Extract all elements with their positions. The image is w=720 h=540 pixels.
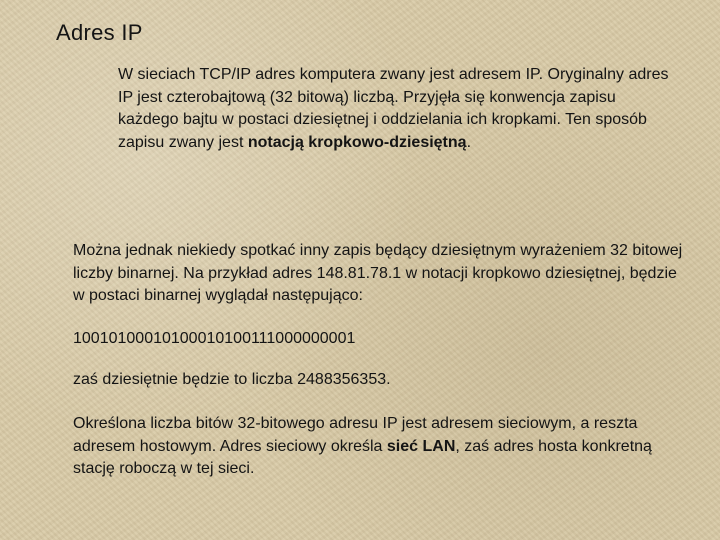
network-paragraph xyxy=(73,413,683,481)
network-text-end: , zaś adres hosta konkretną stację roboczą w tej sieci. xyxy=(73,437,652,477)
binary-value: 10010100010100010100111000000001 xyxy=(73,330,356,347)
network-bold-term: sieć LAN xyxy=(386,437,456,455)
binary-intro-paragraph: Można jednak niekiedy spotkać inny zapis będący dziesiętnym wyrażeniem 32 bitowej liczby binarnej. Na przykład adres 148.81.78.1 w notacji kropkowo dziesiętnej, będzie w postaci binarnej wyglądał następująco: xyxy=(73,242,683,304)
intro-text-end: . xyxy=(466,133,472,151)
slide-title: Adres IP xyxy=(56,20,143,45)
intro-text: W sieciach TCP/IP adres komputera zwany jest adresem IP. Oryginalny adres IP jest czterobajtową (32 bitową) liczbą. Przyjęła się konwencja zapisu każdego bajtu w postaci dziesiętnej i oddzielania ich kropkami. Ten sposób zapisu zwany jest xyxy=(118,66,669,151)
intro-bold-term: notacją kropkowo-dziesiętną xyxy=(247,133,467,151)
decimal-line: zaś dziesiętnie będzie to liczba 2488356353. xyxy=(73,371,391,388)
intro-paragraph xyxy=(118,64,678,154)
network-text: Określona liczba bitów 32-bitowego adresu IP jest adresem sieciowym, a reszta adresem hostowym. Adres sieciowy określa xyxy=(73,415,638,455)
